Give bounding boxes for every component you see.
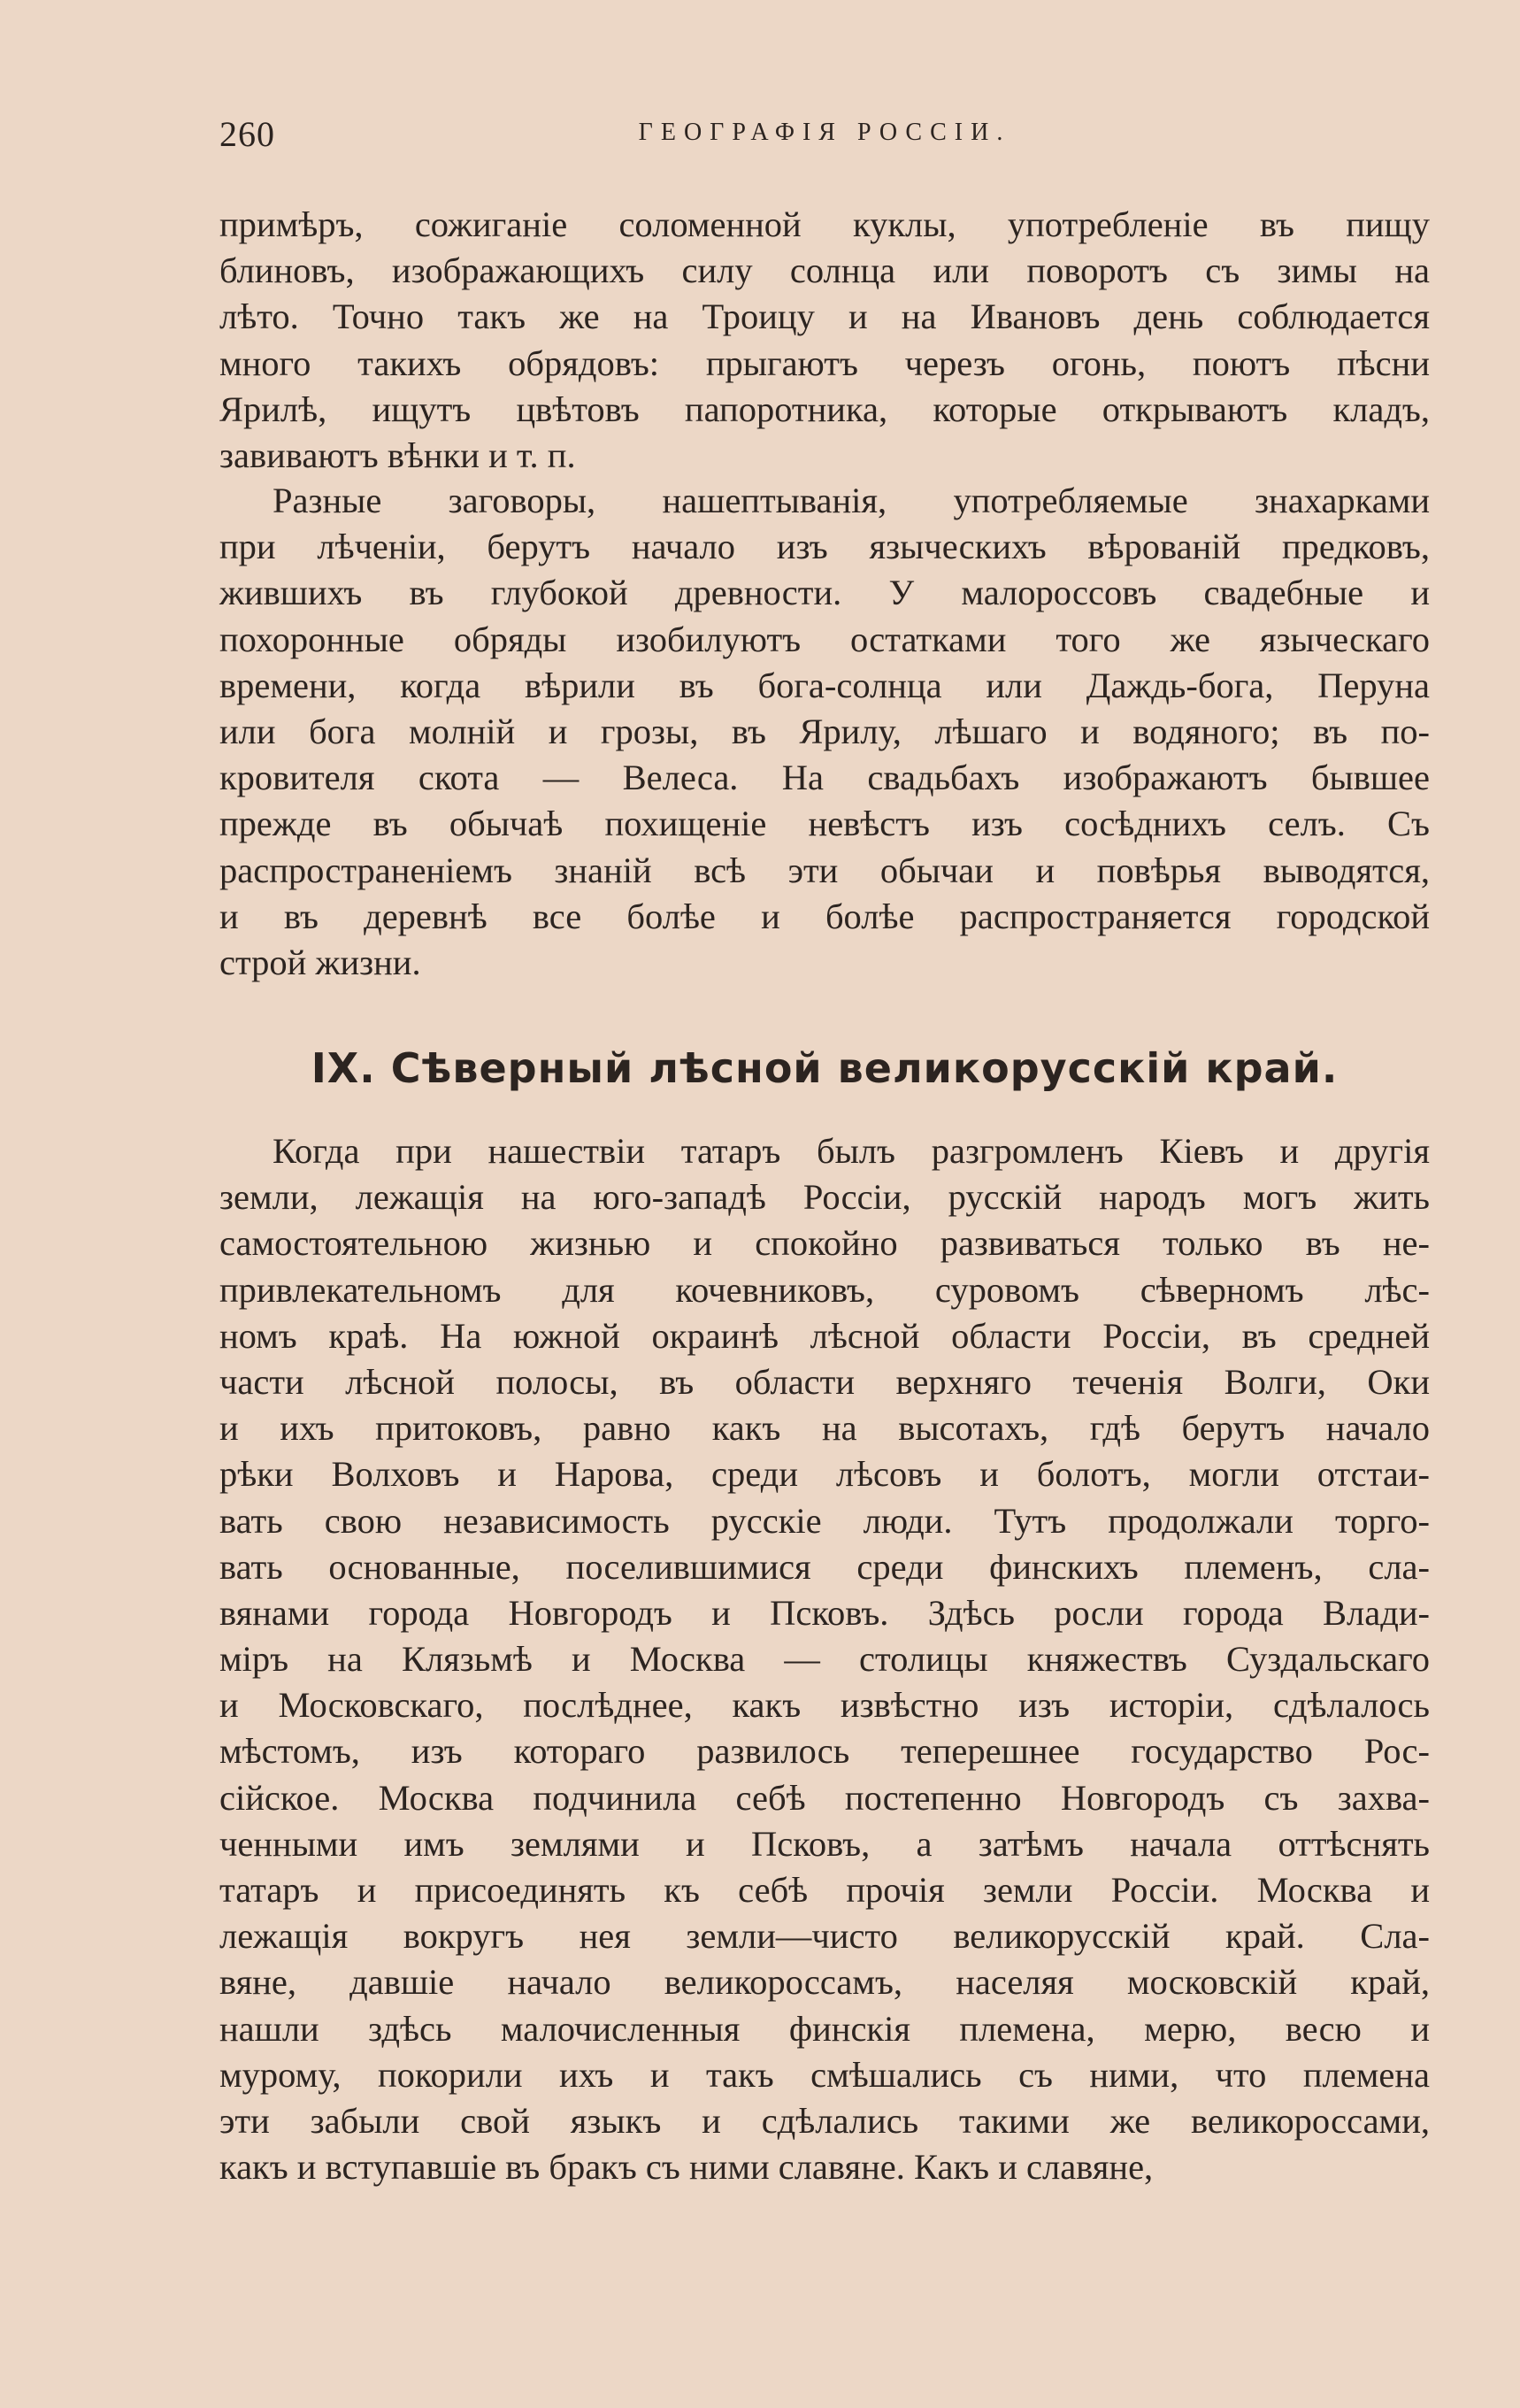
- text-line: номъ краѣ. На южной окраинѣ лѣсной области Россіи, въ средней: [219, 1315, 1430, 1356]
- text-line: вать основанные, поселившимися среди финскихъ племенъ, сла-: [219, 1546, 1430, 1587]
- text-line: или бога молній и грозы, въ Ярилу, лѣшаго и водяного; въ по-: [219, 711, 1430, 751]
- text-line: татаръ и присоединять къ себѣ прочія земли Россіи. Москва и: [219, 1870, 1430, 1910]
- text-line: части лѣсной полосы, въ области верхняго теченія Волги, Оки: [219, 1361, 1430, 1402]
- text-line: міръ на Клязьмѣ и Москва — столицы княжествъ Суздальскаго: [219, 1639, 1430, 1680]
- text-line: и ихъ притоковъ, равно какъ на высотахъ, гдѣ берутъ начало: [219, 1408, 1430, 1449]
- text-line: примѣръ, сожиганіе соломенной куклы, употребленіе въ пищу: [219, 204, 1430, 244]
- text-line: лежащія вокругъ нея земли—чисто великорусскій край. Сла-: [219, 1916, 1430, 1957]
- text-line: эти забыли свой языкъ и сдѣлались такими же великороссами,: [219, 2100, 1430, 2141]
- text-line: рѣки Волховъ и Нарова, среди лѣсовъ и болотъ, могли отстаи-: [219, 1454, 1430, 1495]
- text-line: блиновъ, изображающихъ силу солнца или поворотъ съ зимы на: [219, 250, 1430, 291]
- text-line: похоронные обряды изобилуютъ остатками того же языческаго: [219, 619, 1430, 659]
- text-line: ченными имъ землями и Псковъ, а затѣмъ начала оттѣснять: [219, 1823, 1430, 1864]
- text-line: лѣто. Точно такъ же на Троицу и на Ивановъ день соблюдается: [219, 296, 1430, 337]
- text-line: вать свою независимость русскіе люди. Тутъ продолжали торго-: [219, 1500, 1430, 1541]
- paragraph-2: [219, 478, 1430, 986]
- paragraph-3: [219, 1128, 1430, 2190]
- text-line: Когда при нашествіи татаръ былъ разгромленъ Кіевъ и другія: [273, 1131, 1430, 1171]
- text-line: вяне, давшіе начало великороссамъ, населяя московскій край,: [219, 1962, 1430, 2003]
- paragraph-1: [219, 202, 1430, 479]
- text-line: сійское. Москва подчинила себѣ постепенно Новгородъ съ захва-: [219, 1777, 1430, 1818]
- section-heading: IX. Сѣверный лѣсной великорусскій край.: [311, 1044, 1339, 1092]
- text-line: прежде въ обычаѣ похищеніе невѣстъ изъ сосѣднихъ селъ. Съ: [219, 804, 1430, 844]
- text-line: завиваютъ вѣнки и т. п.: [219, 435, 576, 475]
- text-line: самостоятельною жизнью и спокойно развиваться только въ не-: [219, 1223, 1430, 1264]
- text-line: кровителя скота — Велеса. На свадьбахъ изображаютъ бывшее: [219, 758, 1430, 798]
- text-line: и въ деревнѣ все болѣе и болѣе распространяется городской: [219, 896, 1430, 936]
- page-number: 260: [219, 114, 275, 154]
- text-line: мѣстомъ, изъ котораго развилось теперешнее государство Рос-: [219, 1731, 1430, 1772]
- text-line: жившихъ въ глубокой древности. У малороссовъ свадебные и: [219, 573, 1430, 613]
- running-title: ГЕОГРАФІЯ РОССІИ.: [638, 119, 1011, 146]
- text-line: вянами города Новгородъ и Псковъ. Здѣсь росли города Влади-: [219, 1592, 1430, 1633]
- text-line: строй жизни.: [219, 942, 421, 982]
- text-line: какъ и вступавшіе въ бракъ съ ними славяне. Какъ и славяне,: [219, 2147, 1154, 2188]
- text-line: привлекательномъ для кочевниковъ, суровомъ сѣверномъ лѣс-: [219, 1269, 1430, 1310]
- text-line: много такихъ обрядовъ: прыгаютъ черезъ огонь, поютъ пѣсни: [219, 342, 1430, 383]
- text-line: Ярилѣ, ищутъ цвѣтовъ папоротника, которые открываютъ кладъ,: [219, 389, 1430, 429]
- text-line: мурому, покорили ихъ и такъ смѣшались съ ними, что племена: [219, 2054, 1430, 2095]
- text-line: при лѣченіи, берутъ начало изъ языческихъ вѣрованій предковъ,: [219, 527, 1430, 567]
- text-line: Разные заговоры, нашептыванія, употребляемые знахарками: [273, 481, 1430, 520]
- text-line: земли, лежащія на юго-западѣ Россіи, русскій народъ могъ жить: [219, 1177, 1430, 1218]
- text-line: и Московскаго, послѣднее, какъ извѣстно изъ исторіи, сдѣлалось: [219, 1685, 1430, 1726]
- text-line: распространеніемъ знаній всѣ эти обычаи и повѣрья выводятся,: [219, 850, 1430, 890]
- page-header: [219, 113, 1430, 166]
- text-line: нашли здѣсь малочисленныя финскія племена, мерю, весю и: [219, 2008, 1430, 2049]
- text-line: времени, когда вѣрили въ бога-солнца или Даждь-бога, Перуна: [219, 665, 1430, 705]
